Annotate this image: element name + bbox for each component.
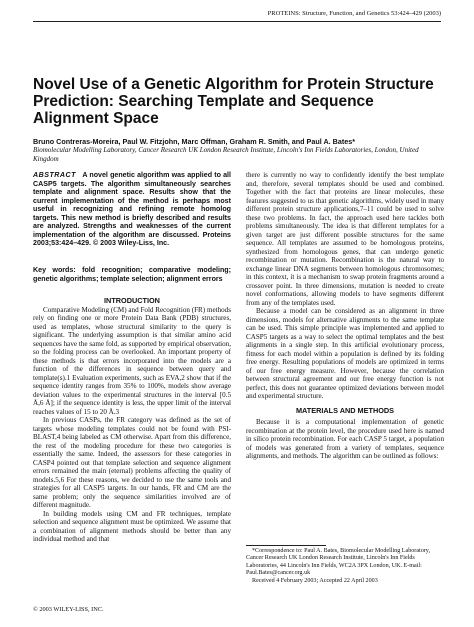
footnotes (246, 548, 444, 585)
keywords: Key words: fold recognition; comparative modeling; genetic algorithms; template selection; alignment errors (33, 266, 231, 283)
abstract-text: A novel genetic algorithm was applied to all CASP5 targets. The algorithm simultaneously searches template and alignment space. Results show that the current implementation of the method is perhaps most useful in recognizing and refining remote homolog targets. This new method is briefly described and results are analyzed. Strengths and weaknesses of the current implementation of the algorithm are discussed. Proteins 2003;53:424–429. © 2003 Wiley-Liss, Inc. (33, 171, 231, 247)
left-column (33, 297, 231, 544)
right-column (246, 171, 444, 461)
methods-heading: MATERIALS AND METHODS (295, 405, 395, 415)
abstract (33, 171, 231, 248)
abstract-label: ABSTRACT (33, 171, 77, 179)
paper-title: Novel Use of a Genetic Algorithm for Protein Structure Prediction: Searching Template and Sequence Alignment Space (33, 76, 434, 127)
intro-paragraph: In previous CASPs, the FR category was defined as the set of targets whose modeling templates could not be found with PSI-BLAST,4 being labeled as CM otherwise. Apart from this difference, the rest of the modeling procedure for these two categories is essentially the same. Indeed, the assessors for these categories in CASP4 pointed out that template selection and sequence alignment errors remained the main (eternal) problems affecting the quality of models.5,6 For these reasons, we decided to use the same tools and strategies for all CASP5 targets. In our hands, FR and CM are the same problem; only the sequence similarities involved are of different magnitude. (33, 416, 231, 509)
body-paragraph: Because a model can be considered as an alignment in three dimensions, models for alternative alignments to the same template can be used. This simple principle was implemented and applied to CASP5 targets as a way to select the optimal templates and the best alignments in a single step. In this artificial evolutionary process, fitness for each model within a population is defined by its folding free energy. Resulting populations of models are optimized in terms of our free energy measure. However, because the correlation between structural agreement and our free energy function is not perfect, this does not guarantee optimized deviations between model and experimental structure. (246, 307, 444, 400)
body-paragraph: there is currently no way to confidently identify the best template and, therefore, several templates should be used and combined. Together with the fact that proteins are linear molecules, these features suggested to us that genetic algorithms, widely used in many different protein structure applications,7–11 could be used to solve these two problems. In fact, the approach used here tackles both problems simultaneously. The idea is that different templates for a given target are just different possible structures for the same sequence. All templates are assumed to be homologous proteins, synthesized from homologous genes, that can undergo genetic recombination or mutation. Recombination is the natural way to exchange linear DNA segments between homologous chromosomes; in this context, it is a mechanism to swap protein fragments around a crossover point. In three dimensions, mutation is needed to create novel conformations, allowing models to have segments different from any of the templates used. (246, 171, 444, 307)
intro-paragraph: In building models using CM and FR techniques, template selection and sequence alignment must be optimized. We assume that a combination of alignment methods should be better than any individual method and that (33, 509, 231, 543)
received-date: Received 4 February 2003; Accepted 22 April 2003 (252, 577, 378, 584)
intro-paragraph: Comparative Modeling (CM) and Fold Recognition (FR) methods rely on finding one or more Protein Data Bank (PDB) structures, used as templates, whose structural similarity to the query is significant. The underlying assumption is that similar amino acid sequences have the same fold, as supported by empirical observation, so the folding process can be overlooked. An important property of these methods is that errors incorporated into the models are a function of the differences in sequence between query and template(s).1 Evaluation experiments, such as EVA,2 show that if the sequence identity ranges from 35% to 100%, models show average deviation values to the experimental structures in the interval [0.5 Å,6 Å]; if the sequence identity is less, the upper limit of the interval reaches values of 15 to 20 Å.3 (33, 305, 231, 416)
methods-paragraph: Because it is a computational implementation of genetic recombination at the protein level, the procedure used here is named in silico protein recombination. For each CASP 5 target, a population of models was generated from a variety of templates, sequence alignments, and methods. The algorithm can be outlined as follows: (246, 418, 444, 460)
affiliation: Biomolecular Modelling Laboratory, Cancer Research UK London Research Institute, Lincoln's Inn Fields Laboratories, London, United Kingdom (33, 146, 419, 163)
introduction-heading: INTRODUCTION (104, 296, 160, 305)
header-rule (33, 21, 441, 22)
copyright: © 2003 WILEY-LISS, INC. (33, 606, 104, 613)
author-list: Bruno Contreras-Moreira, Paul W. Fitzjohn, Marc Offman, Graham R. Smith, and Paul A. Bates* (33, 137, 356, 146)
footnote-rule (246, 545, 326, 546)
running-head: PROTEINS: Structure, Function, and Genetics 53:424–429 (2003) (267, 10, 441, 17)
correspondence-note: *Correspondence to: Paul A. Bates, Biomolecular Modelling Laboratory, Cancer Research UK London Research Institute, Lincoln's Inn Fields Laboratories, 44 Lincoln's Inn Fields, WC2A 3PX London, UK. E-mail: Paul.Bates@cancer.org.uk (246, 548, 430, 577)
